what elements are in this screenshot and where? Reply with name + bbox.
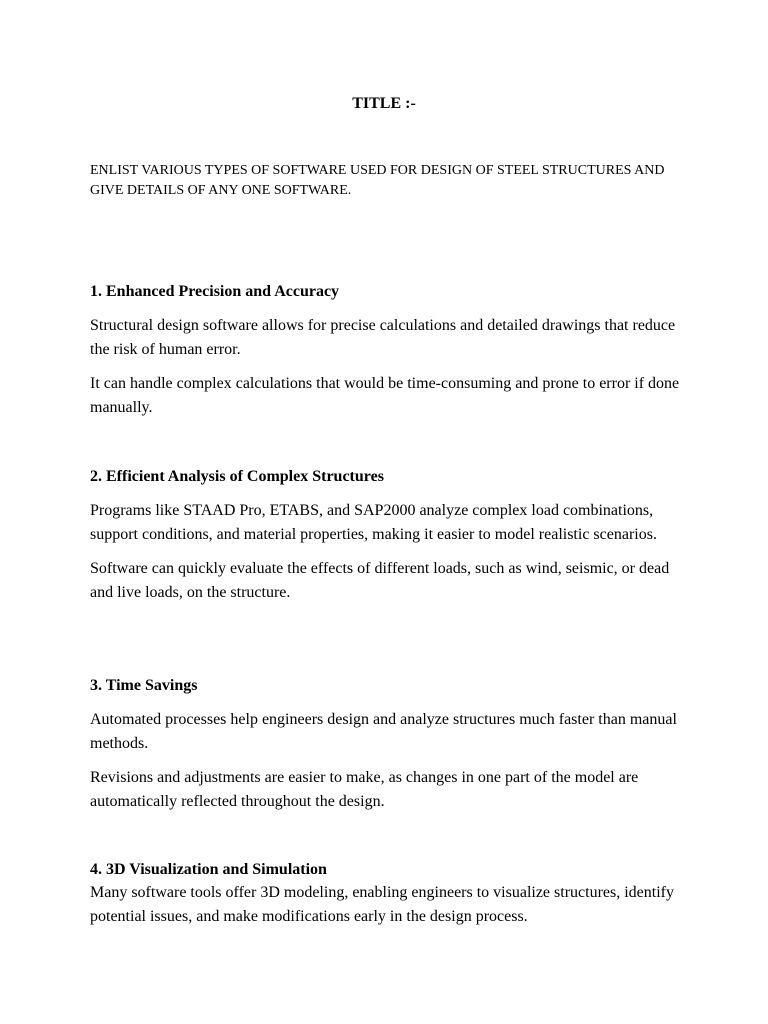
section-heading: 4. 3D Visualization and Simulation bbox=[90, 861, 327, 878]
section-3d-visualization bbox=[90, 859, 690, 929]
section-paragraph: Many software tools offer 3D modeling, enabling engineers to visualize structures, identify potential issues, and make modifications early in the design process. bbox=[90, 884, 674, 925]
section-paragraph: Revisions and adjustments are easier to make, as changes in one part of the model are automatically reflected throughout the design. bbox=[90, 769, 639, 810]
section-paragraph: It can handle complex calculations that would be time-consuming and prone to error if done manually. bbox=[90, 375, 680, 416]
section-analysis bbox=[90, 466, 690, 605]
section-paragraph: Programs like STAAD Pro, ETABS, and SAP2000 analyze complex load combinations, support conditions, and material properties, making it easier to model realistic scenarios. bbox=[90, 502, 657, 543]
document-subtitle: ENLIST VARIOUS TYPES OF SOFTWARE USED FOR DESIGN OF STEEL STRUCTURES AND GIVE DETAILS OF ANY ONE SOFTWARE. bbox=[90, 163, 665, 198]
section-heading: 2. Efficient Analysis of Complex Structures bbox=[90, 468, 384, 485]
section-paragraph: Software can quickly evaluate the effects of different loads, such as wind, seismic, or dead and live loads, on the structure. bbox=[90, 560, 670, 601]
section-precision bbox=[90, 281, 690, 420]
section-time-savings bbox=[90, 675, 690, 814]
section-heading: 1. Enhanced Precision and Accuracy bbox=[90, 283, 340, 300]
section-paragraph: Structural design software allows for precise calculations and detailed drawings that reduce the risk of human error. bbox=[90, 317, 676, 358]
section-heading: 3. Time Savings bbox=[90, 677, 198, 694]
section-paragraph: Automated processes help engineers design and analyze structures much faster than manual methods. bbox=[90, 711, 677, 752]
document-title: TITLE :- bbox=[352, 95, 416, 112]
